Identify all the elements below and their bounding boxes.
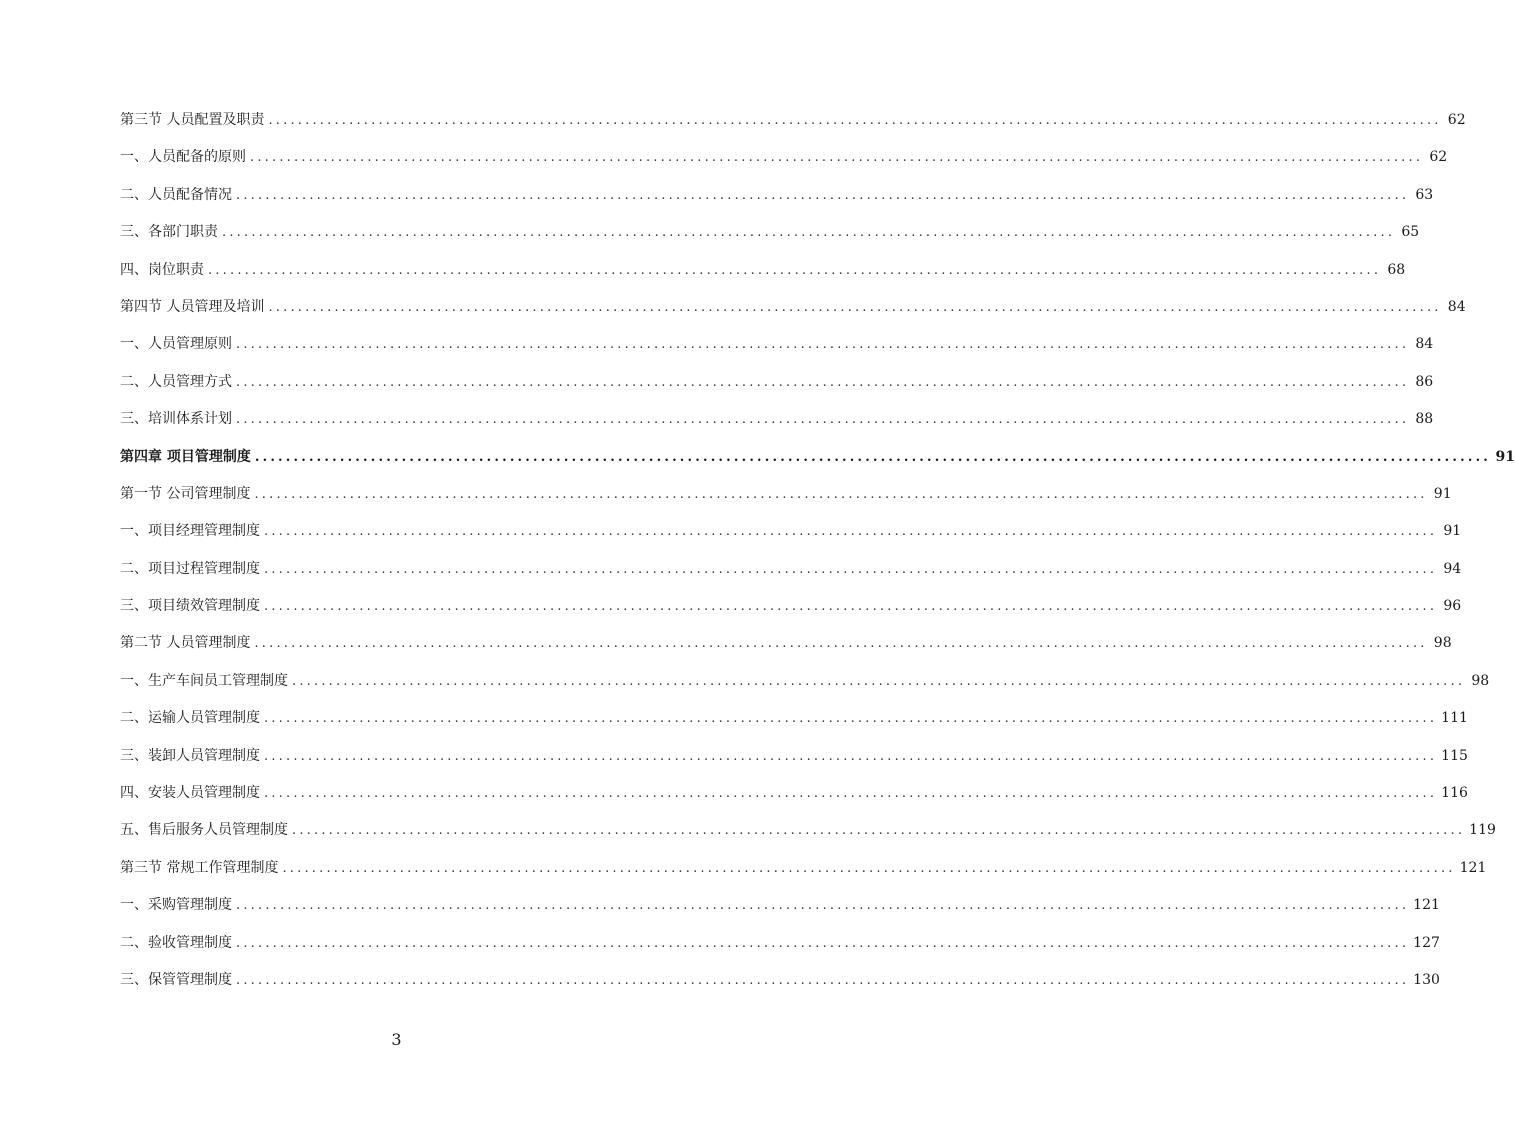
toc-dot-leader: ................................................................................................................................................................ [236,374,1410,390]
toc-entry-page: 65 [1401,224,1420,241]
toc-entry[interactable] [120,812,1496,849]
toc-dot-leader: ................................................................................................................................................................ [254,449,1492,465]
toc-entry[interactable] [120,439,1515,476]
toc-entry-page: 63 [1415,186,1434,203]
toc-entry-page: 98 [1471,672,1490,689]
toc-entry-page: 86 [1415,373,1434,390]
toc-entry-title: 第四节 人员管理及培训 [120,298,265,315]
toc-entry-page: 127 [1413,934,1440,951]
toc-entry-page: 68 [1387,261,1406,278]
toc-dot-leader: ................................................................................................................................................................ [292,823,1466,839]
toc-dot-leader: ................................................................................................................................................................ [264,561,1438,577]
toc-dot-leader: ................................................................................................................................................................ [264,748,1438,764]
toc-entry-title: 二、项目过程管理制度 [120,560,260,577]
toc-entry-title: 第一节 公司管理制度 [120,485,251,502]
toc-entry-page: 91 [1495,448,1515,465]
toc-dot-leader: ................................................................................................................................................................ [236,187,1410,203]
toc-entry[interactable] [120,625,1452,662]
table-of-contents [120,102,1515,999]
toc-entry-title: 第三节 常规工作管理制度 [120,859,279,876]
toc-entry-page: 88 [1415,411,1434,428]
toc-entry-title: 一、采购管理制度 [120,897,232,914]
toc-entry-page: 116 [1441,785,1468,802]
toc-entry-title: 三、装卸人员管理制度 [120,747,260,764]
toc-dot-leader: ................................................................................................................................................................ [264,786,1438,802]
toc-dot-leader: ................................................................................................................................................................ [236,337,1410,353]
toc-entry[interactable] [120,962,1440,999]
toc-entry-page: 84 [1415,336,1434,353]
toc-entry[interactable] [120,177,1434,214]
toc-entry-title: 第二节 人员管理制度 [120,635,251,652]
toc-entry-title: 二、人员配备情况 [120,186,232,203]
toc-dot-leader: ................................................................................................................................................................ [236,412,1410,428]
toc-entry[interactable] [120,738,1468,775]
toc-dot-leader: ................................................................................................................................................................ [236,935,1410,951]
toc-dot-leader: ................................................................................................................................................................ [208,262,1382,278]
toc-dot-leader: ................................................................................................................................................................ [292,673,1466,689]
toc-entry[interactable] [120,102,1466,139]
toc-entry-page: 121 [1413,897,1440,914]
toc-entry-page: 119 [1469,822,1496,839]
toc-dot-leader: ................................................................................................................................................................ [264,711,1438,727]
toc-entry[interactable] [120,214,1420,251]
toc-entry-title: 三、培训体系计划 [120,411,232,428]
toc-dot-leader: ................................................................................................................................................................ [282,860,1456,876]
toc-dot-leader: ................................................................................................................................................................ [268,299,1442,315]
toc-dot-leader: ................................................................................................................................................................ [236,898,1410,914]
toc-entry[interactable] [120,476,1452,513]
toc-entry-title: 四、岗位职责 [120,261,204,278]
toc-entry-title: 一、生产车间员工管理制度 [120,672,288,689]
toc-entry[interactable] [120,551,1462,588]
toc-entry[interactable] [120,364,1434,401]
toc-dot-leader: ................................................................................................................................................................ [250,150,1424,166]
toc-entry[interactable] [120,252,1406,289]
toc-dot-leader: ................................................................................................................................................................ [254,486,1428,502]
toc-entry[interactable] [120,850,1487,887]
toc-entry[interactable] [120,139,1448,176]
toc-dot-leader: ................................................................................................................................................................ [254,636,1428,652]
toc-entry-page: 62 [1429,149,1448,166]
toc-entry-page: 84 [1447,298,1466,315]
toc-entry-page: 98 [1433,635,1452,652]
toc-entry-page: 94 [1443,560,1462,577]
toc-entry-title: 一、人员管理原则 [120,336,232,353]
toc-entry-title: 二、人员管理方式 [120,373,232,390]
toc-entry-title: 二、运输人员管理制度 [120,710,260,727]
toc-entry-page: 91 [1443,523,1462,540]
toc-dot-leader: ................................................................................................................................................................ [264,524,1438,540]
toc-entry[interactable] [120,925,1440,962]
toc-entry-title: 三、项目绩效管理制度 [120,598,260,615]
toc-entry[interactable] [120,401,1434,438]
toc-entry[interactable] [120,326,1434,363]
toc-entry[interactable] [120,775,1468,812]
toc-entry[interactable] [120,513,1462,550]
toc-entry[interactable] [120,663,1490,700]
toc-entry-title: 第三节 人员配置及职责 [120,112,265,128]
toc-entry-title: 第四章 项目管理制度 [120,448,251,465]
toc-dot-leader: ................................................................................................................................................................ [264,599,1438,615]
toc-entry-page: 91 [1433,485,1452,502]
toc-dot-leader: ................................................................................................................................................................ [236,972,1410,988]
toc-dot-leader: ................................................................................................................................................................ [268,113,1442,128]
toc-entry-page: 111 [1441,710,1468,727]
toc-entry-title: 一、人员配备的原则 [120,149,246,166]
toc-entry-page: 130 [1413,971,1440,988]
toc-entry-page: 115 [1441,747,1468,764]
toc-entry-title: 四、安装人员管理制度 [120,785,260,802]
toc-entry-page: 62 [1447,112,1466,128]
page-number: 3 [391,1030,402,1049]
toc-entry[interactable] [120,700,1468,737]
toc-entry-page: 96 [1443,598,1462,615]
toc-dot-leader: ................................................................................................................................................................ [222,225,1396,241]
toc-entry-title: 五、售后服务人员管理制度 [120,822,288,839]
toc-entry-title: 三、各部门职责 [120,224,218,241]
toc-entry[interactable] [120,887,1440,924]
toc-entry-title: 三、保管管理制度 [120,971,232,988]
toc-entry-page: 121 [1459,859,1487,876]
toc-entry[interactable] [120,289,1466,326]
toc-entry-title: 二、验收管理制度 [120,934,232,951]
toc-entry-title: 一、项目经理管理制度 [120,523,260,540]
toc-entry[interactable] [120,588,1462,625]
